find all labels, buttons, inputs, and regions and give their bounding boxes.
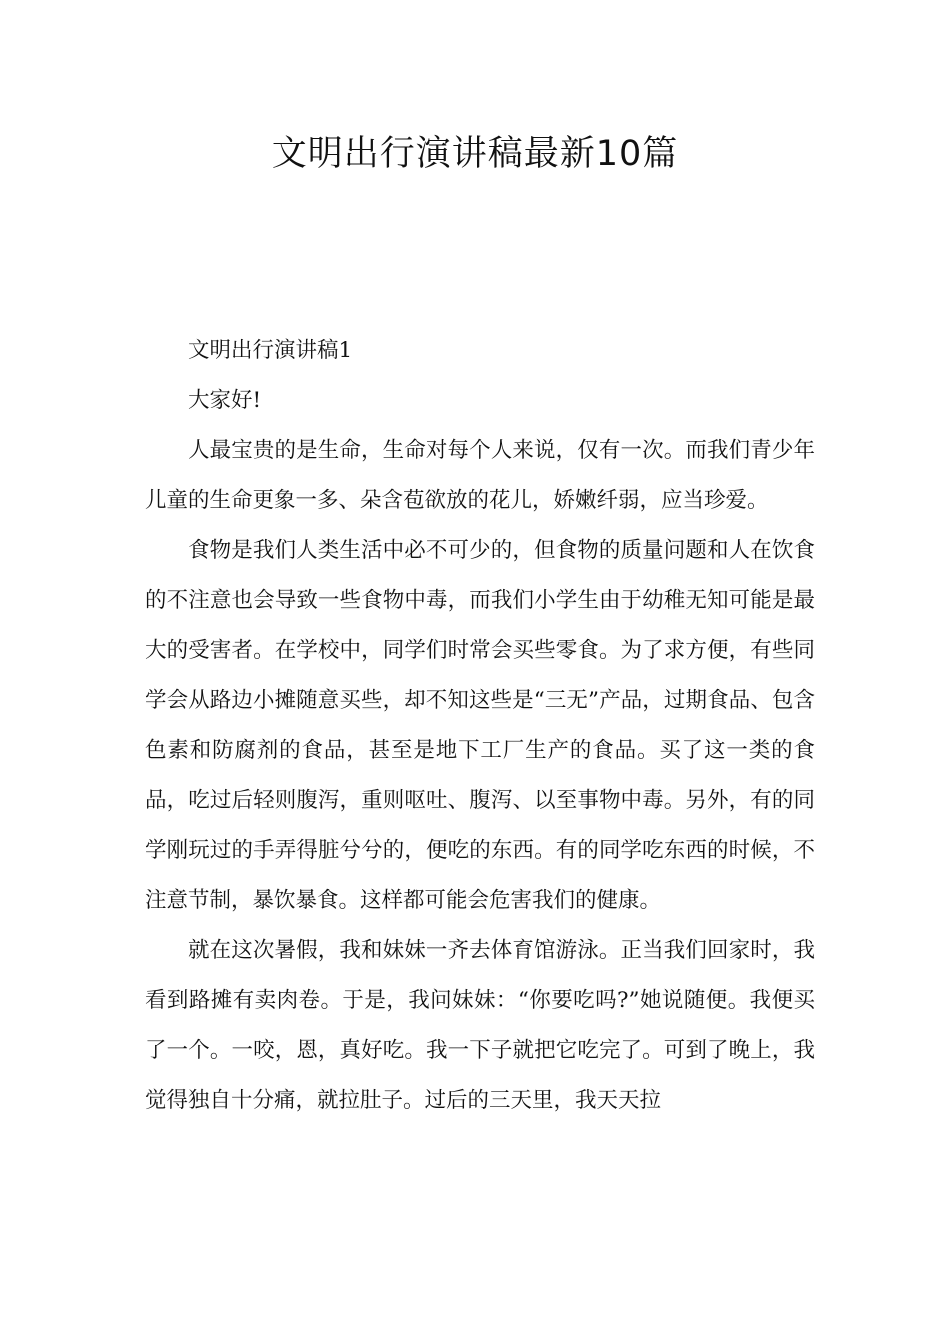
body-paragraph: 食物是我们人类生活中必不可少的，但食物的质量问题和人在饮食的不注意也会导致一些食物中毒，而我们小学生由于幼稚无知可能是最大的受害者。在学校中，同学们时常会买些零食。为了求方便，有些同学会从路边小摊随意买些，却不知这些是“三无”产品，过期食品、包含色素和防腐剂的食品，甚至是地下工厂生产的食品。买了这一类的食品，吃过后轻则腹泻，重则呕吐、腹泻、以至事物中毒。另外，有的同学刚玩过的手弄得脏兮兮的，便吃的东西。有的同学吃东西的时候，不注意节制，暴饮暴食。这样都可能会危害我们的健康。 <box>145 538 815 913</box>
greeting-paragraph: 大家好! <box>188 388 262 413</box>
document-body <box>145 326 815 1126</box>
section-heading: 文明出行演讲稿1 <box>188 338 353 363</box>
body-paragraph: 人最宝贵的是生命，生命对每个人来说，仅有一次。而我们青少年儿童的生命更象一多、朵含苞欲放的花儿，娇嫩纤弱，应当珍爱。 <box>145 438 815 513</box>
document-title: 文明出行演讲稿最新10篇 <box>271 134 679 174</box>
body-paragraph: 就在这次暑假，我和妹妹一齐去体育馆游泳。正当我们回家时，我看到路摊有卖肉卷。于是，我问妹妹：“你要吃吗?”她说随便。我便买了一个。一咬，恩，真好吃。我一下子就把它吃完了。可到了晚上，我觉得独自十分痛，就拉肚子。过后的三天里，我天天拉 <box>145 938 815 1113</box>
